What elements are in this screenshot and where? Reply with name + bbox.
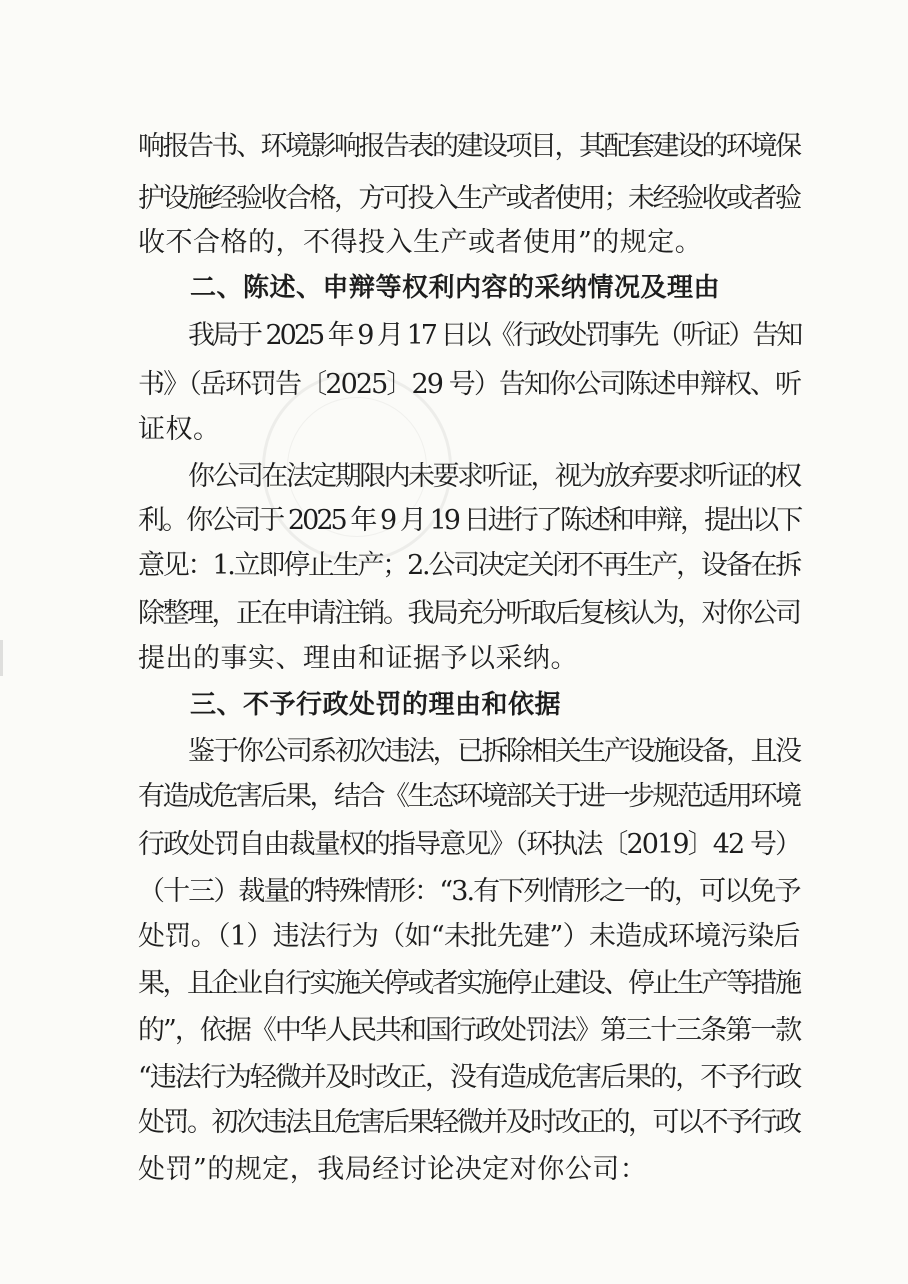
body-line: 你公司在法定期限内未要求听证，视为放弃要求听证的权 <box>188 461 800 492</box>
body-line: 处罚。初次违法且危害后果轻微并及时改正的，可以不予行政 <box>138 1107 800 1138</box>
body-line: 证权。 <box>138 414 221 445</box>
body-line: “违法行为轻微并及时改正，没有造成危害后果的，不予行政 <box>138 1062 801 1093</box>
body-line: 意见：1.立即停止生产；2.公司决定关闭不再生产，设备在拆 <box>138 550 801 581</box>
body-line: 果，且企业自行实施关停或者实施停止建设、停止生产等措施 <box>138 968 800 999</box>
body-line: 书》（岳环罚告〔2025〕29 号）告知你公司陈述申辩权、听 <box>138 369 801 400</box>
body-line: 护设施经验收合格，方可投入生产或者使用；未经验收或者验 <box>138 183 800 214</box>
body-line: 利。你公司于 2025 年 9 月 19 日进行了陈述和申辩，提出以下 <box>138 505 801 536</box>
body-line: 响报告书、环境影响报告表的建设项目，其配套建设的环境保 <box>138 131 800 162</box>
body-line: 处罚。（1）违法行为（如“未批先建”）未造成环境污染后 <box>138 921 800 952</box>
body-line: （十三）裁量的特殊情形：“3.有下列情形之一的，可以免予 <box>138 876 800 907</box>
body-line: 提出的事实、理由和证据予以采纳。 <box>138 643 578 674</box>
body-line: 处罚”的规定，我局经讨论决定对你公司： <box>138 1154 648 1185</box>
body-line: 有造成危害后果，结合《生态环境部关于进一步规范适用环境 <box>138 781 800 812</box>
body-line: 我局于 2025 年 9 月 17 日以《行政处罚事先（听证）告知 <box>188 320 801 351</box>
body-line: 鉴于你公司系初次违法，已拆除相关生产设施设备，且没 <box>188 736 800 767</box>
body-line: 的”，依据《中华人民共和国行政处罚法》第三十三条第一款 <box>138 1015 801 1046</box>
body-line: 行政处罚自由裁量权的指导意见》（环执法〔2019〕42 号） <box>138 829 801 860</box>
scan-edge-mark <box>0 640 3 676</box>
body-line: 收不合格的，不得投入生产或者使用”的规定。 <box>138 227 703 258</box>
body-line: 除整理，正在申请注销。我局充分听取后复核认为，对你公司 <box>138 598 800 629</box>
section-heading-2: 二、陈述、申辩等权利内容的采纳情况及理由 <box>190 273 721 303</box>
section-heading-3: 三、不予行政处罚的理由和依据 <box>190 690 562 720</box>
